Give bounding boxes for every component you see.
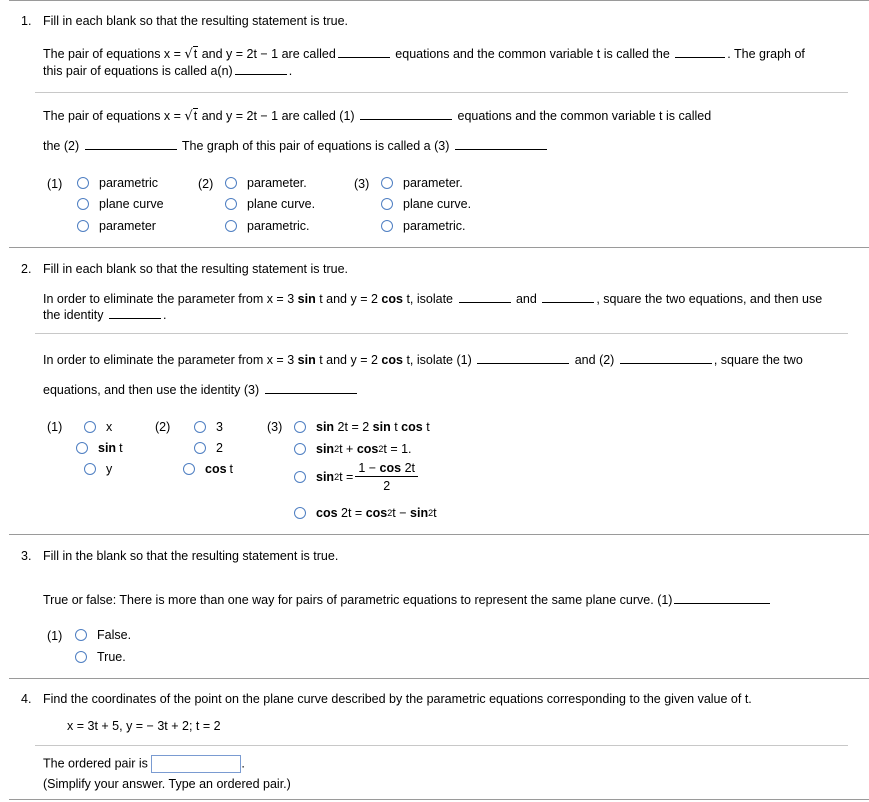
q1-g3-option-parameter[interactable]: parameter. <box>381 176 463 190</box>
q3-statement: True or false: There is more than one way for pairs of parametric equations to represent the same plane curve. (1) <box>43 593 772 607</box>
q2-fill-line2: equations, and then use the identity (3) <box>43 383 359 397</box>
q2-blank-1 <box>459 301 511 303</box>
radio-button[interactable] <box>84 421 96 433</box>
top-divider <box>9 0 869 1</box>
radio-button[interactable] <box>225 198 237 210</box>
q2-fill-blank-3 <box>265 392 357 394</box>
q2-statement-line2: the identity . <box>43 308 167 322</box>
q3-option-true[interactable]: True. <box>75 650 126 664</box>
radio-button[interactable] <box>225 220 237 232</box>
bottom-divider <box>9 799 869 800</box>
fraction: $\frac{1 - \cos 2t}{2}$ <box>355 461 418 493</box>
radio-button[interactable] <box>77 177 89 189</box>
q2-g2-option-2[interactable]: 2 <box>194 441 223 455</box>
q1-fill-blank-3 <box>455 148 547 150</box>
q1-statement-line1: The pair of equations x = √t and y = 2t − 1 are called equations and the common variable t is called the . The graph of <box>43 47 805 62</box>
q3-blank-1 <box>674 602 770 604</box>
radio-button[interactable] <box>77 198 89 210</box>
q2-g2-option-3[interactable]: 3 <box>194 420 223 434</box>
q2-fill-blank-1 <box>477 362 569 364</box>
radio-button[interactable] <box>194 421 206 433</box>
q2-g3-option-half-angle[interactable]: sin 2 t = $\frac{1 - \cos 2t}{2}$ <box>294 461 418 493</box>
q2-g1-option-y[interactable]: y <box>84 462 112 476</box>
q2-inner-divider <box>35 333 848 334</box>
q2-g1-option-x[interactable]: x <box>84 420 112 434</box>
q4-equations: x = 3t + 5, y = − 3t + 2; t = 2 <box>67 719 221 733</box>
q2-g3-option-pythagorean[interactable]: sin 2 t + cos 2 t = 1. <box>294 442 412 456</box>
q3-number: 3. <box>21 549 32 563</box>
q4-number: 4. <box>21 692 32 706</box>
q4-divider <box>9 678 869 679</box>
q3-divider <box>9 534 869 535</box>
q2-blank-3 <box>109 317 161 319</box>
q2-g3-option-cos-double[interactable]: cos 2t = cos 2 t − sin 2 t <box>294 506 437 520</box>
q2-divider <box>9 247 869 248</box>
q2-fill-blank-2 <box>620 362 712 364</box>
q4-answer-line: The ordered pair is . <box>43 755 245 773</box>
q3-group-label: (1) <box>47 629 63 643</box>
q1-inner-divider <box>35 92 848 93</box>
q2-blank-2 <box>542 301 594 303</box>
q2-g1-option-sint[interactable]: sin t <box>76 441 123 455</box>
radio-button[interactable] <box>381 220 393 232</box>
q2-fill-line1: In order to eliminate the parameter from x = 3 sin t and y = 2 cos t, isolate (1) and (2) , square the two <box>43 353 803 367</box>
q1-g2-option-parameter[interactable]: parameter. <box>225 176 307 190</box>
q2-g2-option-cost[interactable]: cos t <box>183 462 233 476</box>
q1-group3-label: (3) <box>354 177 370 191</box>
radio-button[interactable] <box>381 177 393 189</box>
ordered-pair-input[interactable] <box>151 755 241 773</box>
radio-button[interactable] <box>381 198 393 210</box>
q1-fill-line2: the (2) The graph of this pair of equations is called a (3) <box>43 139 549 153</box>
q1-instruction: Fill in each blank so that the resulting statement is true. <box>43 14 349 28</box>
q1-fill-blank-2 <box>85 148 177 150</box>
q1-fill-line1: The pair of equations x = √t and y = 2t − 1 are called (1) equations and the common variable t is called <box>43 109 712 124</box>
q1-g3-option-parametric[interactable]: parametric. <box>381 219 466 233</box>
q1-group1-label: (1) <box>47 177 63 191</box>
q1-g2-option-parametric[interactable]: parametric. <box>225 219 310 233</box>
q2-group2-label: (2) <box>155 420 171 434</box>
q1-group2-label: (2) <box>198 177 214 191</box>
q3-instruction: Fill in the blank so that the resulting statement is true. <box>43 549 339 563</box>
radio-button[interactable] <box>84 463 96 475</box>
radio-button[interactable] <box>76 442 88 454</box>
q4-hint: (Simplify your answer. Type an ordered pair.) <box>43 777 291 791</box>
q1-statement-line2: this pair of equations is called a(n) . <box>43 64 293 78</box>
q1-g1-option-plane-curve[interactable]: plane curve <box>77 197 164 211</box>
q3-option-false[interactable]: False. <box>75 628 131 642</box>
q2-group3-label: (3) <box>267 420 283 434</box>
radio-button[interactable] <box>225 177 237 189</box>
q1-blank-2 <box>675 56 725 58</box>
q4-inner-divider <box>35 745 848 746</box>
q1-g2-option-plane-curve[interactable]: plane curve. <box>225 197 315 211</box>
radio-button[interactable] <box>294 471 306 483</box>
q1-g1-option-parametric[interactable]: parametric <box>77 176 158 190</box>
sqrt-symbol: √t <box>184 47 198 62</box>
q1-blank-3 <box>235 73 287 75</box>
sqrt-symbol-2: √t <box>184 109 198 124</box>
q2-group1-label: (1) <box>47 420 63 434</box>
q1-fill-blank-1 <box>360 118 452 120</box>
radio-button[interactable] <box>294 507 306 519</box>
radio-button[interactable] <box>77 220 89 232</box>
radio-button[interactable] <box>194 442 206 454</box>
q4-instruction: Find the coordinates of the point on the plane curve described by the parametric equations corresponding to the given value of t. <box>43 692 752 706</box>
q1-blank-1 <box>338 56 390 58</box>
q2-number: 2. <box>21 262 32 276</box>
radio-button[interactable] <box>75 629 87 641</box>
q2-instruction: Fill in each blank so that the resulting statement is true. <box>43 262 349 276</box>
q1-number: 1. <box>21 14 32 28</box>
q1-g1-option-parameter[interactable]: parameter <box>77 219 156 233</box>
q1-g3-option-plane-curve[interactable]: plane curve. <box>381 197 471 211</box>
radio-button[interactable] <box>183 463 195 475</box>
q2-statement-line1: In order to eliminate the parameter from x = 3 sin t and y = 2 cos t, isolate and , square the two equations, and then use <box>43 292 823 306</box>
q2-g3-option-double-angle[interactable]: sin 2t = 2 sin t cos t <box>294 420 430 434</box>
radio-button[interactable] <box>294 443 306 455</box>
radio-button[interactable] <box>294 421 306 433</box>
radio-button[interactable] <box>75 651 87 663</box>
